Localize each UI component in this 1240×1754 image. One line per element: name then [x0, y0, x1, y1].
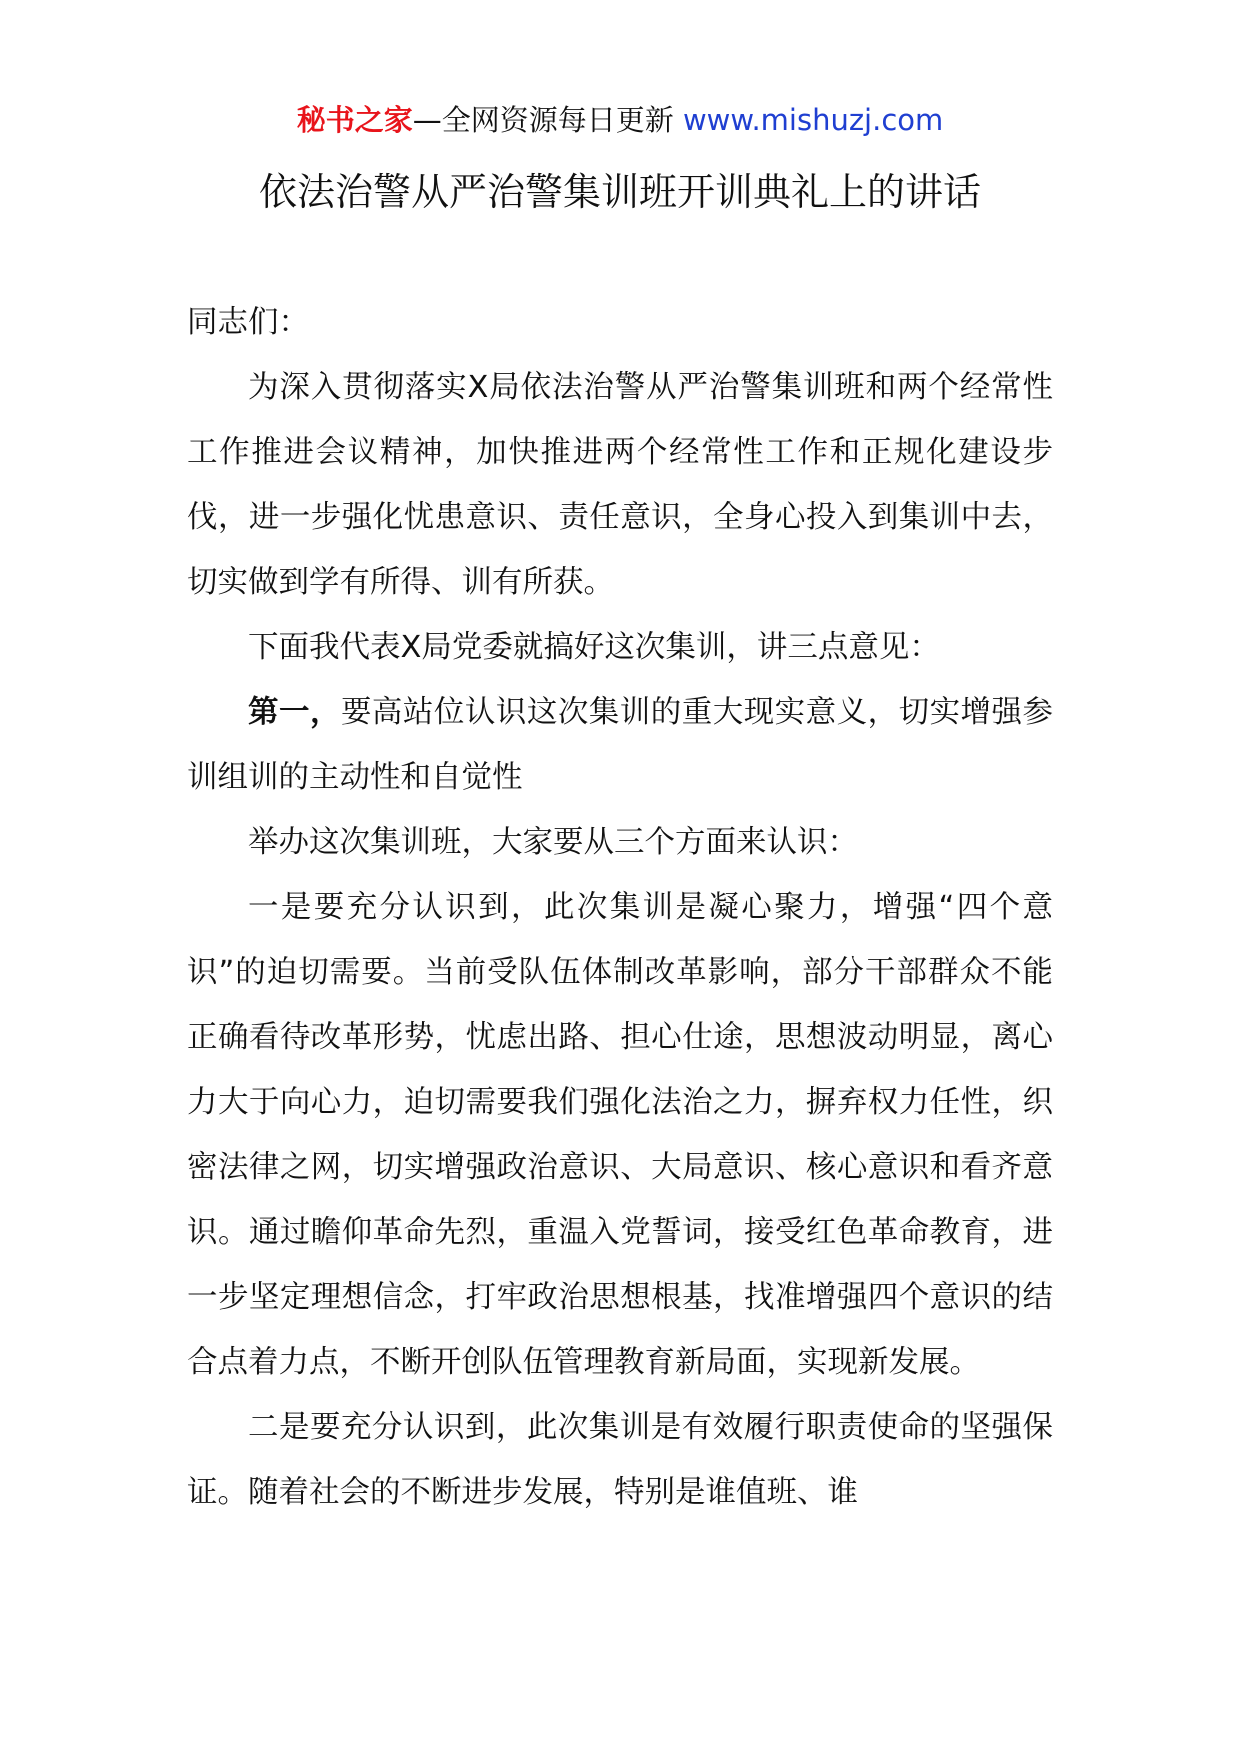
site-tagline: —全网资源每日更新 [412, 103, 674, 137]
paragraph: 为深入贯彻落实X局依法治警从严治警集训班和两个经常性工作推进会议精神，加快推进两个经常性工作和正规化建设步伐，进一步强化忧患意识、责任意识，全身心投入到集训中去，切实做到学有所得、训有所获。 [187, 370, 1053, 600]
section-lead: 第一， [248, 695, 341, 730]
section-heading [187, 680, 1053, 810]
site-brand: 秘书之家 [296, 103, 413, 137]
paragraph: 一是要充分认识到，此次集训是凝心聚力，增强“四个意识”的迫切需要。当前受队伍体制改革影响，部分干部群众不能正确看待改革形势，忧虑出路、担心仕途，思想波动明显，离心力大于向心力，迫切需要我们强化法治之力，摒弃权力任性，织密法律之网，切实增强政治意识、大局意识、核心意识和看齐意识。通过瞻仰革命先烈，重温入党誓词，接受红色革命教育，进一步坚定理想信念，打牢政治思想根基，找准增强四个意识的结合点着力点，不断开创队伍管理教育新局面，实现新发展。 [187, 890, 1053, 1380]
document-body [187, 290, 1053, 1525]
salutation: 同志们： [187, 305, 309, 340]
document-title: 依法治警从严治警集训班开训典礼上的讲话 [258, 170, 981, 214]
site-header [0, 100, 1240, 140]
paragraph: 举办这次集训班，大家要从三个方面来认识： [248, 825, 858, 860]
site-url-link[interactable]: www.mishuzj.com [682, 103, 944, 137]
paragraph: 二是要充分认识到，此次集训是有效履行职责使命的坚强保证。随着社会的不断进步发展，特别是谁值班、谁 [187, 1410, 1053, 1510]
section-heading-text: 要高站位认识这次集训的重大现实意义，切实增强参训组训的主动性和自觉性 [187, 695, 1054, 795]
paragraph: 下面我代表X局党委就搞好这次集训，讲三点意见： [248, 630, 940, 665]
